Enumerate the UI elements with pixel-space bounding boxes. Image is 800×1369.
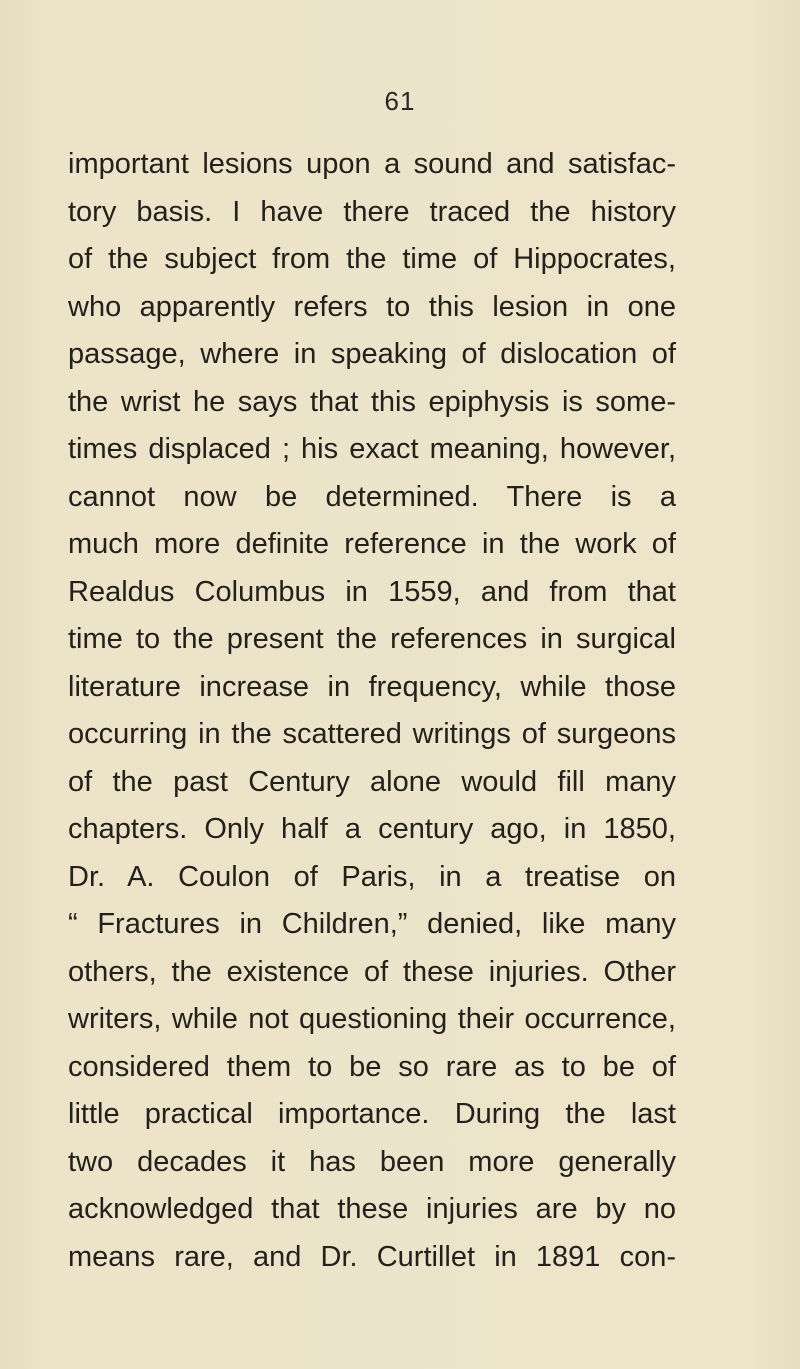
text-line: chapters. Only half a century ago, in 1850, — [68, 813, 676, 845]
text-line: much more definite reference in the work of — [68, 528, 676, 560]
text-line: tory basis. I have there traced the history — [68, 195, 676, 228]
body-text — [68, 141, 676, 1281]
page-number: 61 — [384, 86, 416, 116]
text-line: little practical importance. During the last — [68, 1098, 676, 1130]
text-line: important lesions upon a sound and satisfac- — [68, 148, 676, 180]
text-line: Dr. A. Coulon of Paris, in a treatise on — [68, 860, 676, 893]
text-line: times displaced ; his exact meaning, however, — [68, 433, 676, 465]
text-line: who apparently refers to this lesion in one — [68, 290, 676, 323]
text-line: two decades it has been more generally — [68, 1145, 676, 1178]
text-line: cannot now be determined. There is a — [68, 480, 676, 513]
text-line: others, the existence of these injuries. Other — [68, 955, 676, 988]
text-line: considered them to be so rare as to be of — [68, 1050, 676, 1083]
text-line: of the subject from the time of Hippocrates, — [68, 243, 676, 275]
text-line: passage, where in speaking of dislocation of — [68, 338, 676, 370]
text-line: of the past Century alone would fill many — [68, 765, 676, 798]
text-line: writers, while not questioning their occurrence, — [68, 1003, 676, 1035]
text-line: acknowledged that these injuries are by no — [68, 1193, 676, 1225]
text-line: occurring in the scattered writings of surgeons — [68, 718, 676, 750]
text-line: “ Fractures in Children,” denied, like many — [68, 908, 676, 940]
text-line: literature increase in frequency, while those — [68, 670, 676, 703]
text-line: time to the present the references in surgical — [68, 623, 676, 655]
text-line: Realdus Columbus in 1559, and from that — [68, 575, 676, 608]
text-line: the wrist he says that this epiphysis is some- — [68, 385, 676, 418]
text-line: means rare, and Dr. Curtillet in 1891 con- — [68, 1240, 676, 1273]
